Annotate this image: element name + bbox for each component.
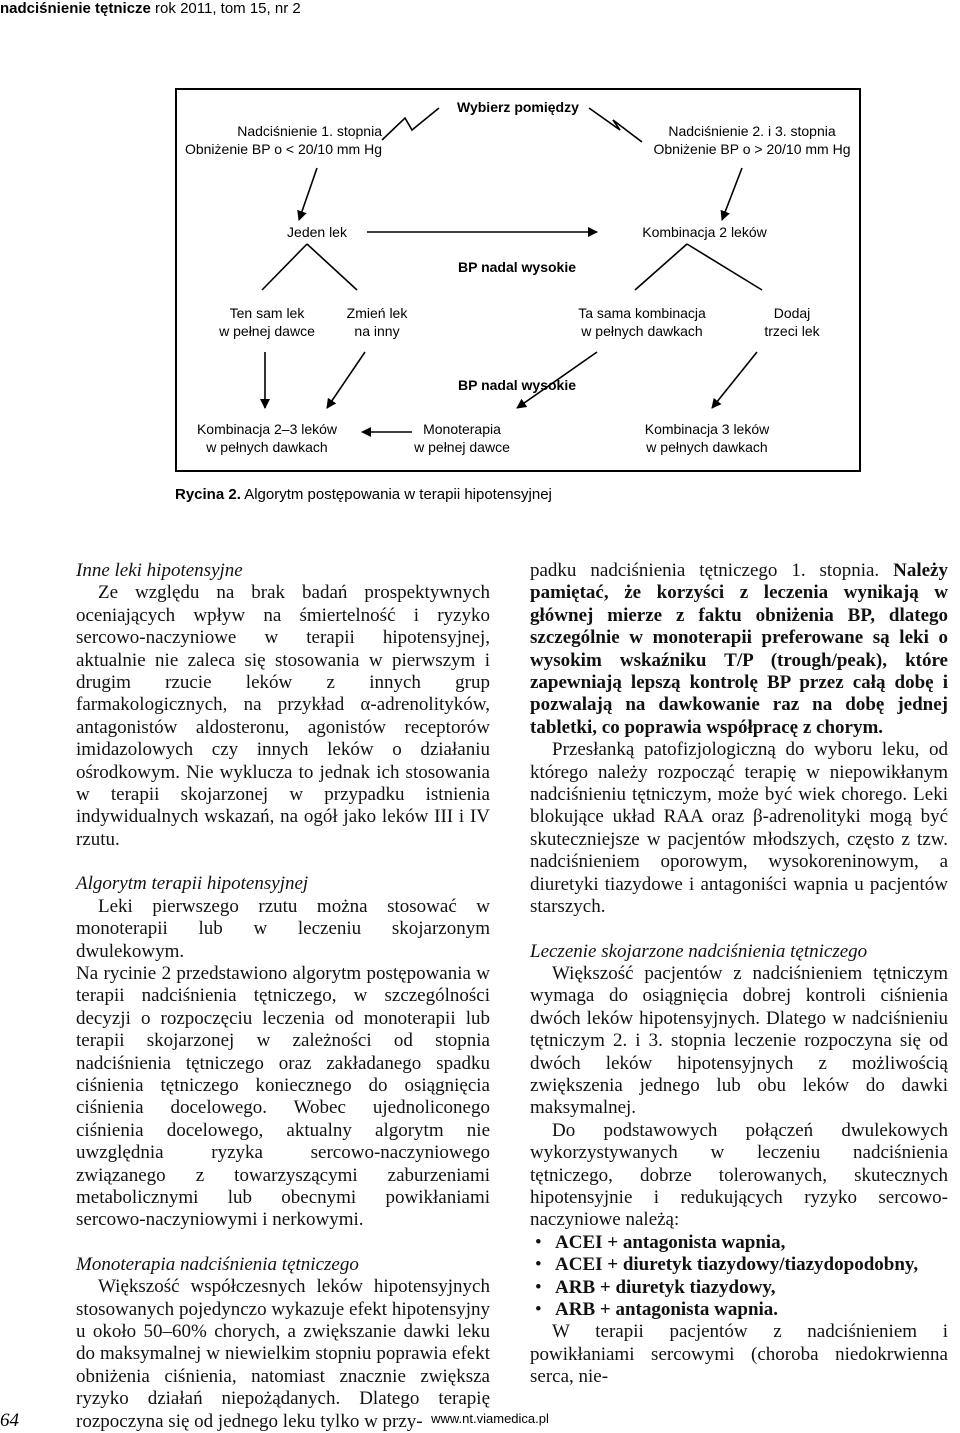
combination-list	[530, 1232, 948, 1322]
bullet-icon: •	[535, 1254, 542, 1276]
caption-label: Rycina 2.	[175, 486, 241, 503]
paragraph-figure-description: Na rycinie 2 przedstawiono algorytm postępowania w terapii nadciśnienia tętniczego, w szczególności decyzji o rozpoczęciu leczenia od monoterapii lub terapii skojarzonej w zależności od stopnia nadciśnienia tętniczego oraz zakładanego spadku ciśnienia tętniczego koniecznego do osiągnięcia ciśnienia docelowego. Wobec ujednoliconego ciśnienia docelowego, aktualny algorytm nie uwzględnia ryzyka sercowo-naczyniowego związanego z towarzyszącymi zaburzeniami metabolicznymi lub obecnymi powikłaniami sercowo-naczyniowymi i nerkowymi.	[76, 962, 490, 1231]
mono-line2: w pełnej dawce	[414, 439, 510, 455]
label-choose: Wybierz pomiędzy	[457, 99, 579, 115]
label-monotherapy	[407, 420, 517, 456]
left-stage-line1: Nadciśnienie 1. stopnia	[237, 123, 382, 139]
label-combo-2-3	[187, 420, 347, 456]
list-item	[530, 1277, 948, 1299]
arrow-add-third	[712, 352, 757, 408]
list-item-text: ACEI + antagonista wapnia,	[555, 1231, 786, 1253]
label-right-stage	[647, 122, 857, 158]
label-bp-high-1: BP nadal wysokie	[457, 259, 576, 275]
branch-one-drug-left	[262, 244, 307, 290]
running-header	[0, 0, 301, 17]
bullet-icon: •	[535, 1276, 542, 1298]
page-number: 64	[0, 1410, 19, 1431]
algorithm-flowchart	[175, 88, 861, 472]
add-third-line2: trzeci lek	[764, 323, 820, 339]
change-drug-line1: Zmień lek	[346, 305, 408, 321]
list-item-text: ARB + diuretyk tiazydowy,	[555, 1276, 776, 1298]
branch-two-drugs-right	[687, 244, 762, 290]
list-item-text: ARB + antagonista wapnia.	[555, 1299, 779, 1320]
same-combo-line1: Ta sama kombinacja	[578, 305, 706, 321]
heading-monotherapy: Monoterapia nadciśnienia tętniczego	[76, 1253, 359, 1275]
combo-2-3-line2: w pełnych dawkach	[206, 439, 328, 455]
branch-one-drug-right	[307, 244, 357, 290]
same-combo-line2: w pełnych dawkach	[581, 323, 703, 339]
heading-other-drugs: Inne leki hipotensyjne	[76, 560, 243, 581]
label-same-combo	[567, 304, 717, 340]
paragraph-cardiac: W terapii pacjentów z nadciśnieniem i powikłaniami sercowymi (choroba niedokrwienna serca, nie-	[530, 1321, 948, 1388]
monotherapy-bold-text: Należy pamiętać, że korzyści z leczenia wynikają w głównej mierze z faktu obniżenia BP, dlatego szczególnie w monoterapii preferowane są leki o wysokim wskaźniku T/P (trough/peak), które zapewniają lepszą kontrolę BP przez całą dobę i pozwalają na dawkowanie raz na dobę jednej tabletki, co poprawia współpracę z chorym.	[530, 560, 948, 738]
heading-algorithm: Algorytm terapii hipotensyjnej	[76, 873, 309, 895]
same-drug-line2: w pełnej dawce	[219, 323, 315, 339]
mono-line1: Monoterapia	[423, 421, 501, 437]
label-two-drugs: Kombinacja 2 leków	[642, 224, 767, 240]
same-drug-line1: Ten sam lek	[229, 305, 305, 321]
change-drug-line2: na inny	[354, 323, 400, 339]
arrow-stage23-to-two-drugs	[722, 168, 742, 220]
paragraph-monotherapy: Większość współczesnych leków hipotensyjnych stosowanych pojedynczo wykazuje efekt hipotensyjny u około 50–60% chorych, a zwiększanie dawki leku do maksymalnej w niewielkim stopniu poprawia efekt obniżenia ciśnienia, natomiast znacznie zwiększa ryzyko działań niepożądanych. Dlatego terapię rozpoczyna się od jednego leku tylko w przy-	[76, 1276, 490, 1432]
left-stage-line2: Obniżenie BP o < 20/10 mm Hg	[184, 141, 382, 157]
label-left-stage	[182, 122, 382, 158]
figure-caption	[175, 486, 552, 503]
paragraph-first-line: Leki pierwszego rzutu można stosować w monoterapii lub w leczeniu skojarzonym dwulekowym.	[76, 895, 490, 962]
zigzag-left	[382, 108, 439, 140]
caption-text: Algorytm postępowania w terapii hipotensyjnej	[240, 486, 552, 503]
bullet-icon: •	[535, 1231, 542, 1253]
journal-title: nadciśnienie tętnicze	[0, 0, 151, 17]
label-add-third	[747, 304, 837, 340]
list-item	[530, 1232, 948, 1254]
right-stage-line2: Obniżenie BP o > 20/10 mm Hg	[653, 141, 851, 157]
arrow-stage1-to-one-drug	[299, 168, 317, 220]
paragraph-combinations-list-intro: Do podstawowych połączeń dwulekowych wykorzystywanych w leczeniu nadciśnienia tętniczego, dobrze tolerowanych, skutecznych hipotensyjnie i redukujących ryzyko sercowo-naczyniowe należą:	[530, 1119, 948, 1231]
list-item	[530, 1299, 948, 1321]
label-change-drug	[337, 304, 417, 340]
add-third-line1: Dodaj	[773, 305, 811, 321]
journal-details: rok 2011, tom 15, nr 2	[150, 0, 301, 17]
arrow-change-drug	[327, 352, 365, 408]
right-stage-line1: Nadciśnienie 2. i 3. stopnia	[668, 123, 836, 139]
paragraph-other-drugs: Ze względu na brak badań prospektywnych oceniających wpływ na śmiertelność i ryzyko sercowo-naczyniowe w terapii hipotensyjnej, aktualnie nie zaleca się stosowania w pierwszym i drugim rzucie leków z innych grup farmakologicznych, na przykład α-adrenolityków, antagonistów aldosteronu, agonistów receptorów imidazolowych czy innych leków o działaniu ośrodkowym. Nie wyklucza to jednak ich stosowania w terapii skojarzonej w przypadku istnienia indywidualnych wskazań, na ogół jako leków III i IV rzutu.	[76, 582, 490, 850]
footer-url: www.nt.viamedica.pl	[431, 1411, 549, 1426]
bullet-icon: •	[535, 1299, 542, 1320]
left-column	[76, 560, 490, 1433]
paragraph-age: Przesłanką patofizjologiczną do wyboru leku, od którego należy rozpocząć terapię w niepowikłanym nadciśnieniu tętniczym, może być wiek chorego. Leki blokujące układ RAA oraz β-adrenolityki mogą być skuteczniejsze w pacjentów młodszych, często z tzw. nadciśnieniem oporowym, wysokoreninowym, a diuretyki tiazydowe i antagoniści wapnia u pacjentów starszych.	[530, 739, 948, 918]
heading-combination: Leczenie skojarzone nadciśnienia tętniczego	[530, 940, 868, 962]
branch-two-drugs-left	[635, 244, 687, 290]
zigzag-right	[589, 108, 642, 142]
combo-3-line2: w pełnych dawkach	[646, 439, 768, 455]
combo-3-line1: Kombinacja 3 leków	[644, 421, 770, 437]
label-combo-3	[632, 420, 782, 456]
paragraph-monotherapy-cont	[530, 560, 948, 739]
paragraph-combination: Większość pacjentów z nadciśnieniem tętniczym wymaga do osiągnięcia dobrej kontroli ciśnienia dwóch leków hipotensyjnych. Dlatego w nadciśnieniu tętniczym 2. i 3. stopnia leczenie rozpoczyna się od dwóch leków hipotensyjnych z możliwością zwiększenia jednego lub obu leków do dawki maksymalnej.	[530, 962, 948, 1119]
monotherapy-cont-text: padku nadciśnienia tętniczego 1. stopnia.	[530, 560, 894, 581]
list-item-text: ACEI + diuretyk tiazydowy/tiazydopodobny,	[555, 1254, 919, 1276]
list-item	[530, 1254, 948, 1276]
combo-2-3-line1: Kombinacja 2–3 leków	[196, 421, 338, 437]
label-same-drug	[202, 304, 332, 340]
label-one-drug: Jeden lek	[287, 224, 347, 240]
right-column	[530, 560, 948, 1389]
label-bp-high-2: BP nadal wysokie	[457, 377, 576, 393]
